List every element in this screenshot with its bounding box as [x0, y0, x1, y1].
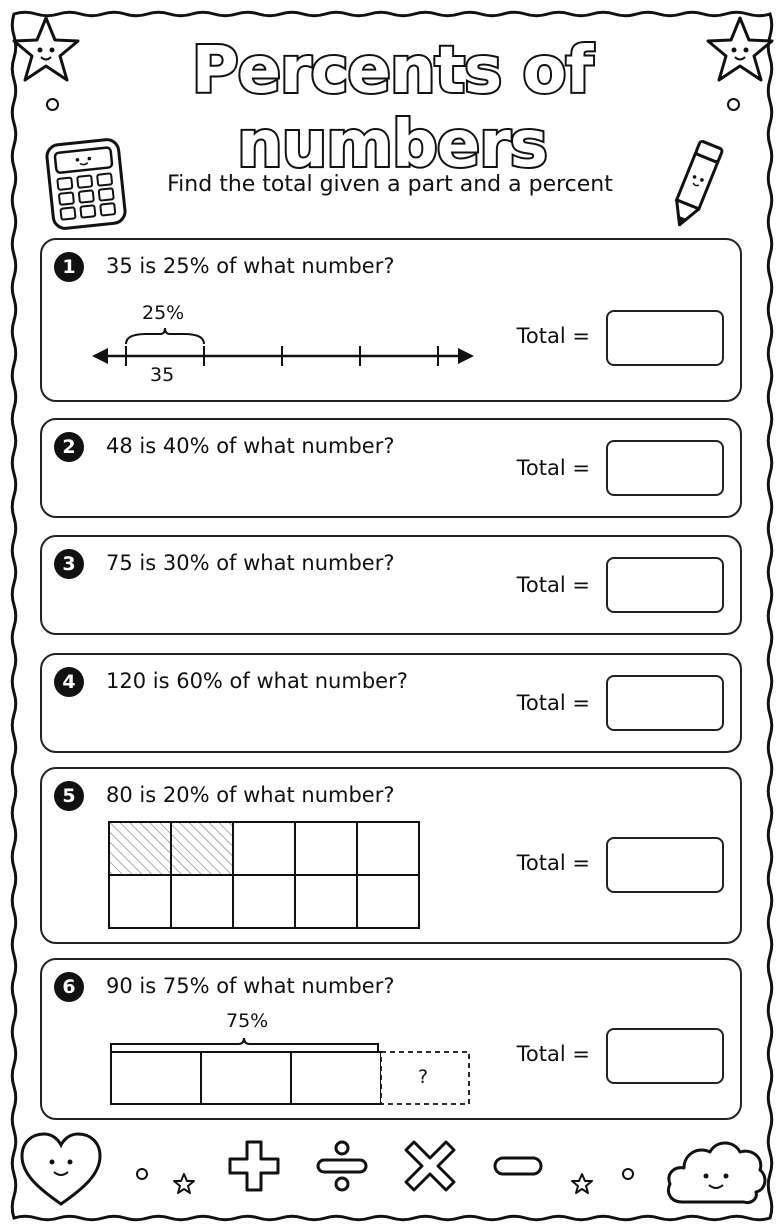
- part-label: 35: [150, 364, 175, 386]
- grid-cell: [295, 875, 357, 928]
- answer-box[interactable]: [606, 1028, 724, 1084]
- plus-icon: [226, 1138, 282, 1194]
- total-label: Total =: [516, 573, 590, 597]
- small-circle-decoration: [46, 98, 59, 111]
- pencil-icon: [664, 134, 728, 234]
- total-label: Total =: [516, 324, 590, 348]
- percent-label: 75%: [226, 1010, 269, 1032]
- question-text: 120 is 60% of what number?: [106, 669, 408, 693]
- question-number: 1: [54, 252, 84, 282]
- answer-box[interactable]: [606, 310, 724, 366]
- page-title: Percents of numbers: [191, 34, 593, 182]
- star-face-icon: [10, 14, 82, 86]
- question-number: 3: [54, 549, 84, 579]
- minus-icon: [492, 1152, 544, 1180]
- small-circle-decoration: [727, 98, 740, 111]
- divide-icon: [314, 1138, 370, 1194]
- grid-cell: [171, 875, 233, 928]
- question-text: 90 is 75% of what number?: [106, 974, 395, 998]
- question-text: 80 is 20% of what number?: [106, 783, 395, 807]
- small-circle-decoration: [622, 1168, 634, 1180]
- question-text: 75 is 30% of what number?: [106, 551, 395, 575]
- cloud-face-icon: [664, 1130, 768, 1208]
- percent-label: 25%: [142, 302, 185, 324]
- grid-cell: [295, 822, 357, 875]
- times-icon: [402, 1138, 458, 1194]
- total-label: Total =: [516, 691, 590, 715]
- answer-box[interactable]: [606, 837, 724, 893]
- bar-segment: [201, 1052, 291, 1104]
- unknown-label: ?: [418, 1066, 429, 1088]
- question-card-3: [40, 535, 742, 635]
- grid-cell: [109, 875, 171, 928]
- total-label: Total =: [516, 1042, 590, 1066]
- bar-segment: [111, 1052, 201, 1104]
- answer-box[interactable]: [606, 557, 724, 613]
- answer-box[interactable]: [606, 675, 724, 731]
- question-card-6: [40, 958, 742, 1120]
- question-number: 4: [54, 667, 84, 697]
- grid-cell: [357, 822, 419, 875]
- bar-segment: [291, 1052, 381, 1104]
- grid-cell-shaded: [109, 822, 171, 875]
- total-label: Total =: [516, 456, 590, 480]
- question-card-1: [40, 238, 742, 402]
- question-card-4: [40, 653, 742, 753]
- small-circle-decoration: [136, 1168, 148, 1180]
- question-card-5: [40, 767, 742, 944]
- question-card-2: [40, 418, 742, 518]
- question-number: 6: [54, 972, 84, 1002]
- small-star-icon: [172, 1172, 196, 1196]
- small-star-icon: [570, 1172, 594, 1196]
- grid-cell: [233, 875, 295, 928]
- grid-cell-shaded: [171, 822, 233, 875]
- question-number: 2: [54, 432, 84, 462]
- star-face-icon-right: [704, 14, 776, 86]
- calculator-icon: [44, 138, 128, 230]
- question-number: 5: [54, 781, 84, 811]
- total-label: Total =: [516, 851, 590, 875]
- answer-box[interactable]: [606, 440, 724, 496]
- heart-face-icon: [18, 1130, 104, 1208]
- grid-cell: [357, 875, 419, 928]
- question-text: 48 is 40% of what number?: [106, 434, 395, 458]
- percent-grid: [108, 821, 420, 931]
- grid-cell: [233, 822, 295, 875]
- instructions: Find the total given a part and a percent: [167, 172, 613, 197]
- question-text: 35 is 25% of what number?: [106, 254, 395, 278]
